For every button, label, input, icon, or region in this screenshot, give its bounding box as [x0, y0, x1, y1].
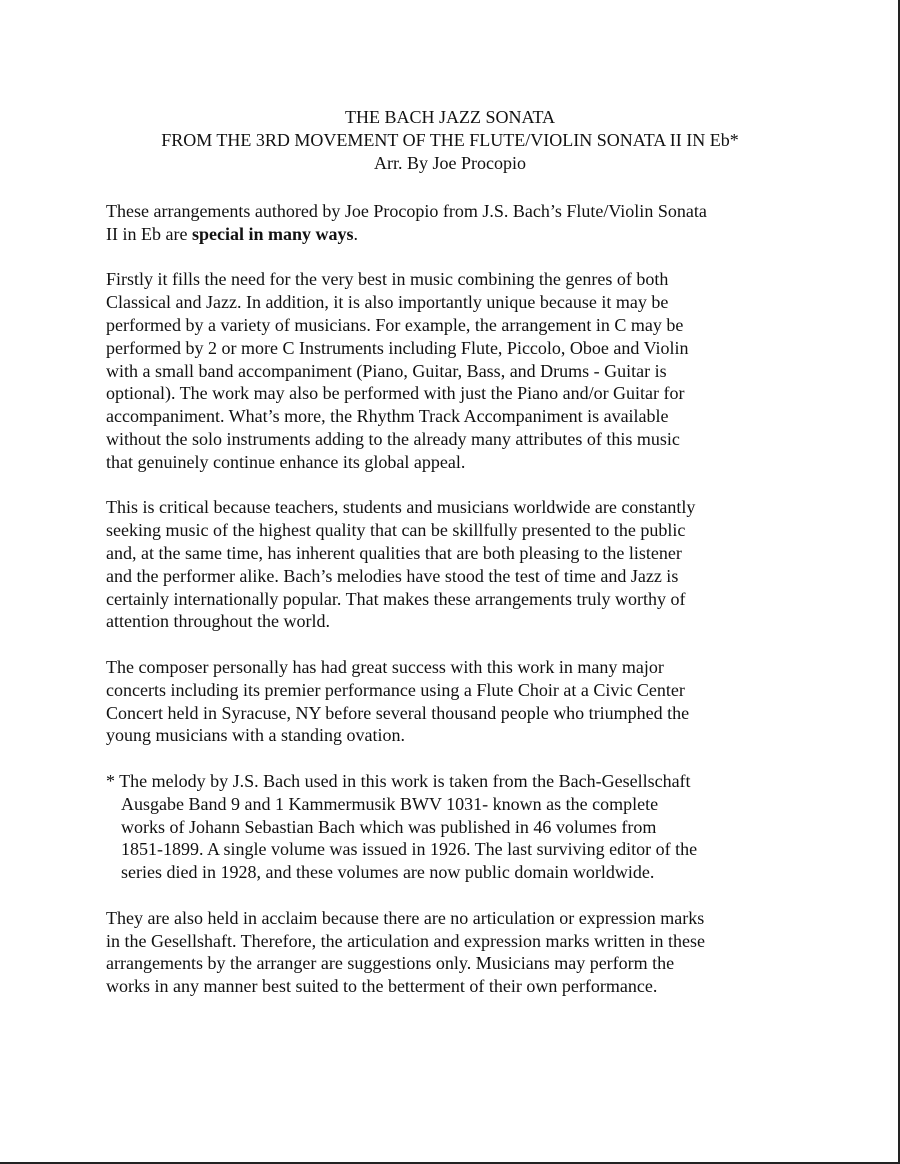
paragraph-firstly	[106, 268, 806, 473]
text-line: and the performer alike. Bach’s melodies have stood the test of time and Jazz is	[106, 565, 679, 586]
text-line: performed by 2 or more C Instruments including Flute, Piccolo, Oboe and Violin	[106, 337, 689, 358]
document-body	[106, 200, 806, 1021]
title-block	[0, 106, 900, 175]
text-line: Ausgabe Band 9 and 1 Kammermusik BWV 1031- known as the complete	[121, 793, 659, 814]
text-line: optional). The work may also be performed with just the Piano and/or Guitar for	[106, 383, 685, 404]
text-line: Classical and Jazz. In addition, it is also importantly unique because it may be	[106, 292, 669, 313]
text-line: arrangements by the arranger are suggestions only. Musicians may perform the	[106, 953, 675, 974]
text-line: 1851-1899. A single volume was issued in 1926. The last surviving editor of the	[121, 839, 698, 860]
text-line: with a small band accompaniment (Piano, Guitar, Bass, and Drums - Guitar is	[106, 360, 667, 381]
text-line: concerts including its premier performance using a Flute Choir at a Civic Center	[106, 679, 685, 700]
arranger-credit: Arr. By Joe Procopio	[374, 153, 526, 173]
text-line: They are also held in acclaim because there are no articulation or expression marks	[106, 907, 705, 928]
text-line: without the solo instruments adding to the already many attributes of this music	[106, 428, 680, 449]
text-line: works of Johann Sebastian Bach which was published in 46 volumes from	[121, 816, 657, 837]
text-line: young musicians with a standing ovation.	[106, 725, 405, 746]
footnote	[106, 770, 806, 884]
text-line: Firstly it fills the need for the very best in music combining the genres of both	[106, 269, 669, 290]
paragraph-critical	[106, 496, 806, 633]
text-line: and, at the same time, has inherent qualities that are both pleasing to the listener	[106, 542, 682, 563]
text-run: II in Eb are	[106, 223, 192, 244]
text-line: seeking music of the highest quality that can be skillfully presented to the public	[106, 520, 686, 541]
text-line: * The melody by J.S. Bach used in this work is taken from the Bach-Gesellschaft	[106, 770, 691, 791]
text-line: series died in 1928, and these volumes are now public domain worldwide.	[121, 862, 655, 883]
intro-paragraph	[106, 200, 806, 246]
text-line	[106, 223, 806, 246]
text-line: certainly internationally popular. That makes these arrangements truly worthy of	[106, 588, 686, 609]
text-line: works in any manner best suited to the betterment of their own performance.	[106, 976, 658, 997]
text-run: .	[353, 223, 358, 244]
document-title: THE BACH JAZZ SONATA	[344, 107, 556, 127]
emphasis-text: special in many ways	[191, 223, 354, 244]
paragraph-composer	[106, 656, 806, 747]
text-line: The composer personally has had great success with this work in many major	[106, 656, 664, 677]
paragraph-acclaim	[106, 907, 806, 998]
text-line: that genuinely continue enhance its global appeal.	[106, 451, 466, 472]
text-line: performed by a variety of musicians. For example, the arrangement in C may be	[106, 314, 684, 335]
text-line: attention throughout the world.	[106, 611, 330, 632]
text-line: These arrangements authored by Joe Procopio from J.S. Bach’s Flute/Violin Sonata	[106, 201, 707, 221]
text-line: accompaniment. What’s more, the Rhythm Track Accompaniment is available	[106, 406, 669, 427]
text-line: in the Gesellshaft. Therefore, the articulation and expression marks written in these	[106, 930, 705, 951]
text-line: This is critical because teachers, students and musicians worldwide are constantly	[106, 497, 696, 518]
text-line: Concert held in Syracuse, NY before several thousand people who triumphed the	[106, 702, 690, 723]
document-subtitle: FROM THE 3RD MOVEMENT OF THE FLUTE/VIOLIN SONATA II IN Eb*	[161, 130, 739, 150]
